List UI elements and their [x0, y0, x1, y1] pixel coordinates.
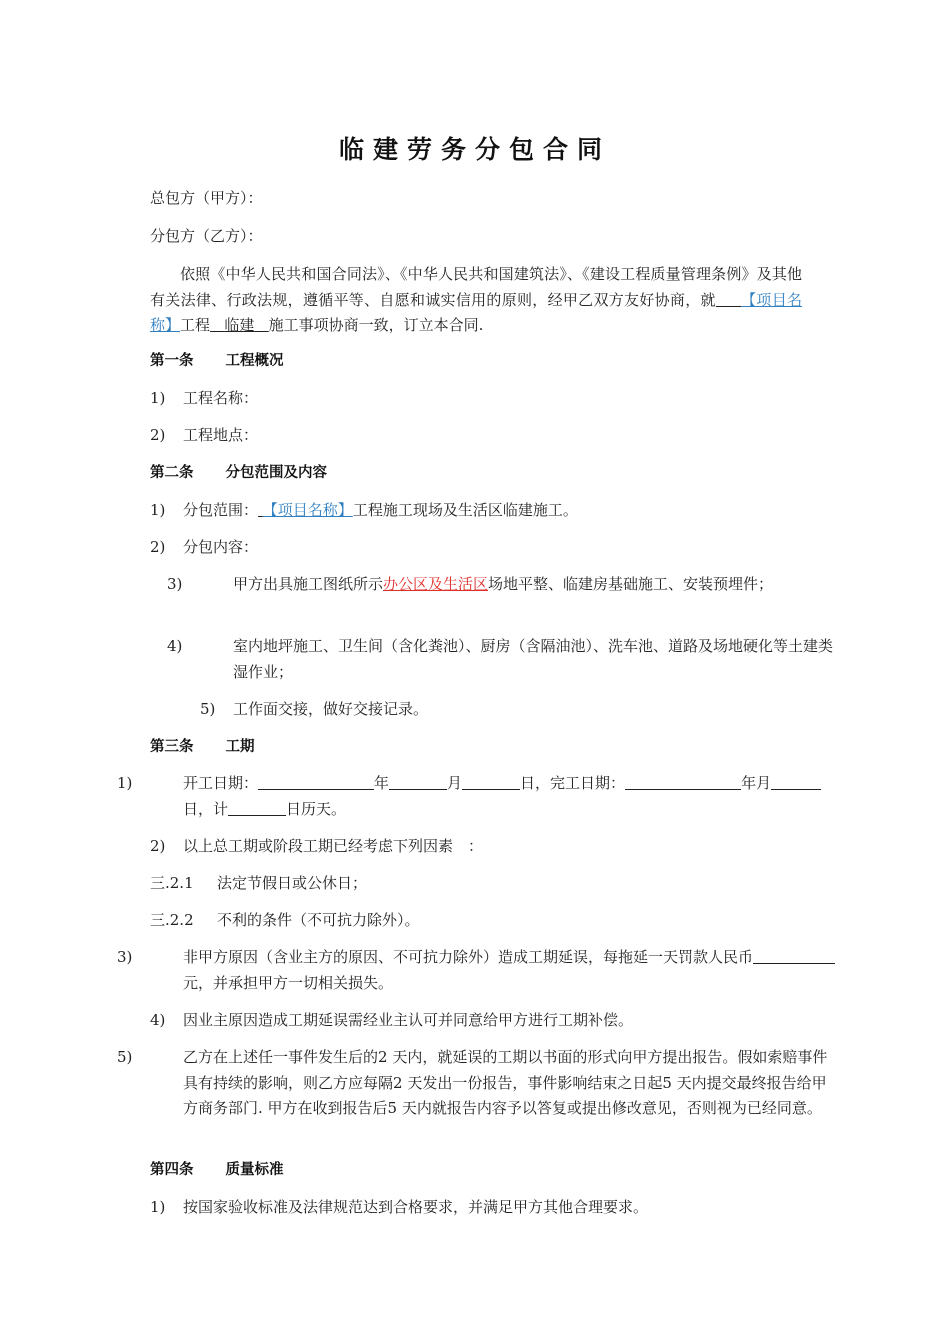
article-3-item-5: 5) 乙方在上述任一事件发生后的2 天内，就延误的工期以书面的形式向甲方提出报告。假如索赔事件具有持续的影响，则乙方应每隔2 天发出一份报告，事件影响结束之日起5 天内提交最终报告给甲方商务部门. 甲方在收到报告后5 天内就报告内容予以答复或提出修改意见，否则视为已经同意。: [117, 1048, 828, 1117]
preamble-text-2: 工程: [180, 316, 211, 334]
party-b-line: 分包方（乙方）：: [150, 227, 263, 245]
article-2-heading: 第二条 分包范围及内容: [150, 465, 327, 481]
article-3-item-3: 3) 非甲方原因（含业主方的原因、不可抗力除外）造成工期延误，每拖延一天罚款人民币元，并承担甲方一切相关损失。: [150, 945, 835, 996]
article-3-item-4: 4) 因业主原因造成工期延误需经业主认可并同意给甲方进行工期补偿。: [150, 1011, 634, 1029]
party-a-line: 总包方（甲方）：: [150, 189, 263, 207]
article-2-item-1: 1) 分包范围： 【项目名称】工程施工现场及生活区临建施工。: [150, 501, 578, 519]
article-1-item-1: 1) 工程名称：: [150, 389, 259, 407]
article-1-heading: 第一条 工程概况: [150, 353, 284, 369]
preamble-text-3: 施工事项协商一致，订立本合同.: [268, 316, 484, 334]
article-2-sub-4: 4) 室内地坪施工、卫生间（含化粪池）、厨房（含隔油池）、洗车池、道路及场地硬化等土建类湿作业；: [167, 637, 834, 681]
document-title: 临建劳务分包合同: [338, 135, 611, 164]
article-1-item-2: 2) 工程地点：: [150, 426, 259, 444]
article-2-sub-3: 3) 甲方出具施工图纸所示办公区及生活区场地平整、临建房基础施工、安装预埋件；: [167, 575, 774, 593]
article-3-item-1: 1) 开工日期： 年 月 日，完工日期： 年月日，计 日历天。: [150, 771, 835, 822]
article-2-item-2: 2) 分包内容：: [150, 538, 259, 556]
preamble-paragraph: [150, 262, 802, 339]
article-3-sub-2: 三.2.2 不利的条件（不可抗力除外）。: [150, 911, 420, 929]
project-name-field[interactable]: 【项目名称】: [150, 290, 802, 334]
preamble-spacer: [716, 291, 741, 309]
scope-project-name-field[interactable]: 【项目名称】: [262, 501, 353, 519]
preamble-text-1: 依照《中华人民共和国合同法》、《中华人民共和国建筑法》、《建设工程质量管理条例》及其他有关法律、行政法规，遵循平等、自愿和诚实信用的原则，经甲乙双方友好协商，就: [150, 265, 802, 309]
article-4-heading: 第四条 质量标准: [150, 1162, 284, 1178]
article-3-heading: 第三条 工期: [150, 739, 255, 755]
article-3-item-2: 2) 以上总工期或阶段工期已经考虑下列因素 ：: [150, 837, 484, 855]
article-2-sub-5: 5) 工作面交接，做好交接记录。: [200, 700, 429, 718]
office-living-area-highlight: 办公区及生活区: [383, 575, 489, 593]
article-4-item-1: 1) 按国家验收标准及法律规范达到合格要求，并满足甲方其他合理要求。: [150, 1198, 649, 1216]
article-3-sub-1: 三.2.1 法定节假日或公休日；: [150, 874, 368, 892]
work-type-field: 临建: [224, 316, 255, 334]
